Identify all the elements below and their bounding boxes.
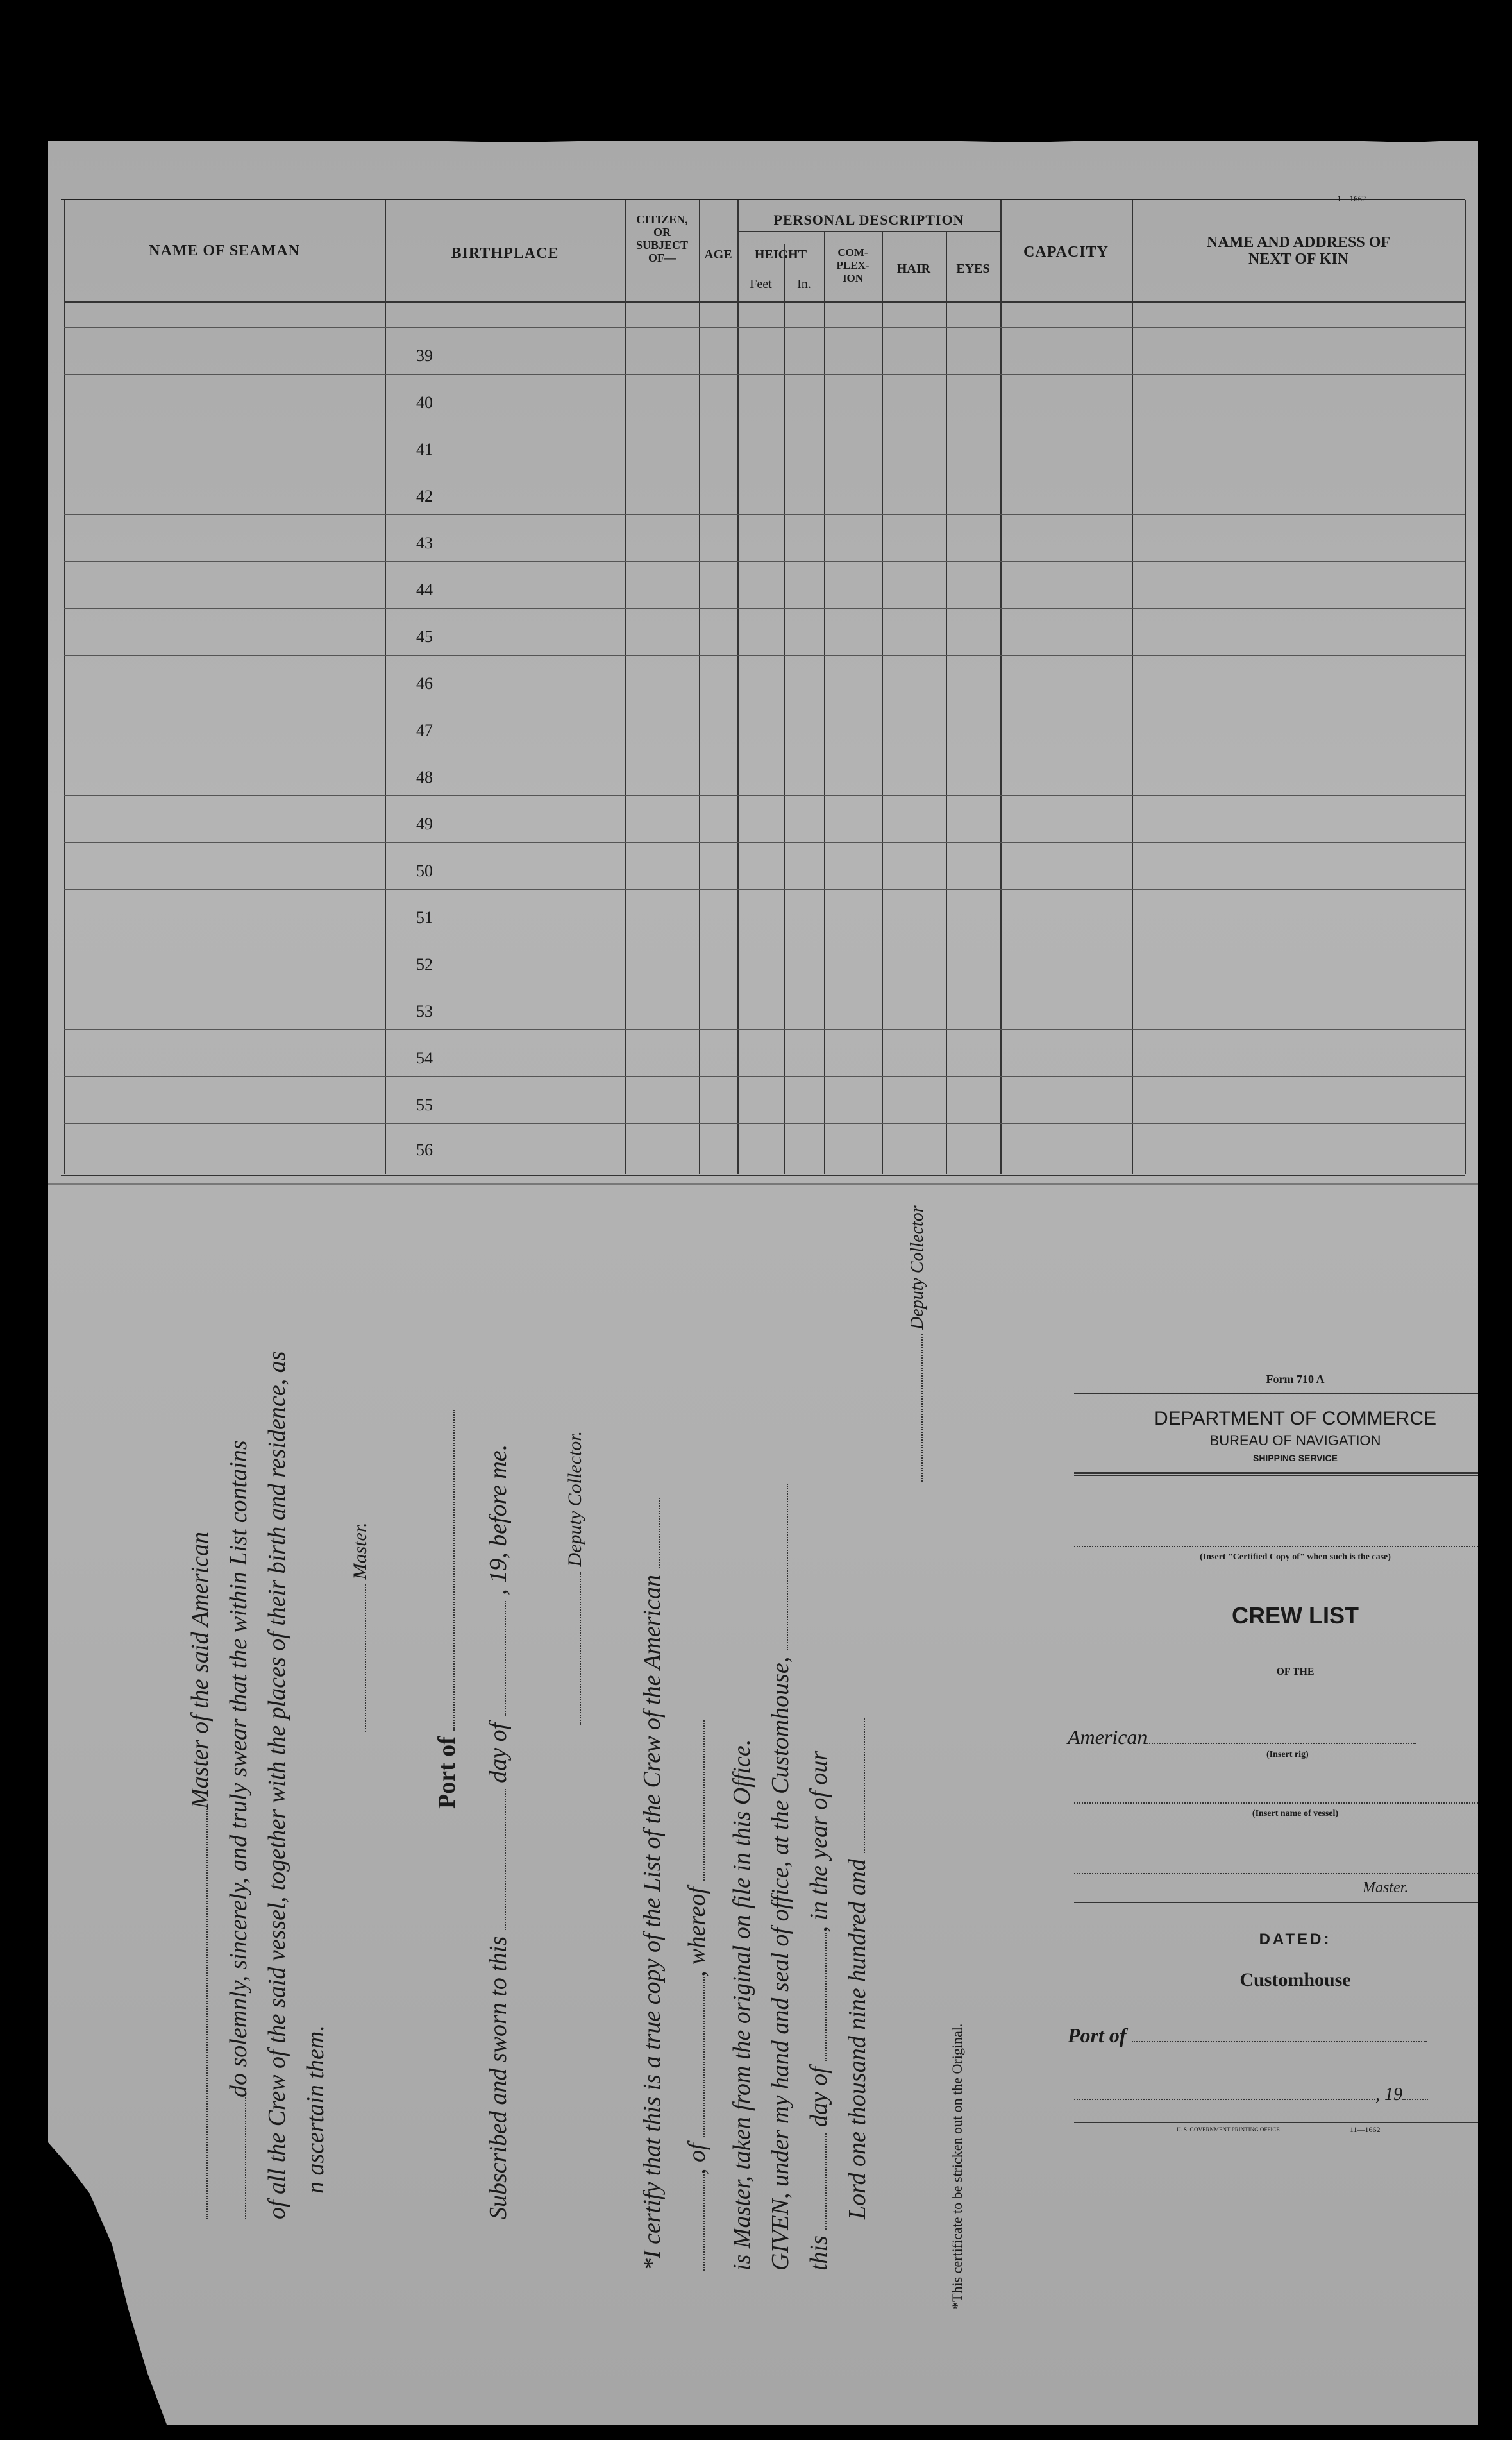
american-line [1068,1725,1478,1749]
master-blank[interactable] [1074,1873,1478,1874]
stub-insert-certified: (Insert "Certified Copy of" when such is the case) [1200,1552,1391,1562]
row-number: 54 [416,1049,433,1067]
oath-port: Port of [433,1410,461,1809]
row-number: 46 [416,674,433,693]
header-in: In. [797,277,811,291]
stub-rule [1074,1475,1478,1476]
stub-year: , 19 [1375,2085,1402,2105]
row-number: 42 [416,487,433,505]
stub-printer-code: 11—1662 [1350,2125,1381,2134]
footnote: *This certificate to be stricken out on the Original. [949,2023,965,2309]
stub-rule [1074,2122,1478,2123]
stub-of-the: OF THE [1276,1666,1315,1677]
header-age: AGE [704,248,732,262]
is-master-line: is Master, taken from the original on file in this Office. [728,1739,755,2271]
citizen-line: SUBJECT [635,239,689,251]
oath-line1: Master of the said American [186,1532,214,2219]
row-number: 50 [416,861,433,880]
row-number: 56 [416,1140,433,1159]
row-number: 52 [416,955,433,974]
header-birthplace: BIRTHPLACE [451,245,559,262]
next-of-kin-line: NAME AND ADDRESS OF [1206,234,1391,251]
stub-form: Form 710 A [1266,1373,1325,1385]
stub-rule [1074,1902,1478,1903]
stub-insert-rig: (Insert rig) [1266,1750,1309,1759]
vessel-name-blank[interactable] [1074,1802,1478,1804]
citizen-line: OF— [648,251,676,264]
row-number: 49 [416,815,433,833]
complexion-line: COM- [837,246,868,258]
stub-customhouse: Customhouse [1239,1969,1351,1990]
row-number: 47 [416,721,433,740]
header-complexion [824,246,882,285]
rig-blank[interactable] [1147,1743,1416,1744]
oath-line3: of all the Crew of the said vessel, together with the places of their birth and residence, as [264,1351,290,2219]
lord-line: Lord one thousand nine hundred and [843,1718,871,2219]
deputy-collector-2: Deputy Collector [907,1205,928,1482]
fold-line [48,1183,1478,1185]
row-number: 43 [416,534,433,552]
stub-rule [1074,1472,1478,1474]
header-eyes: EYES [956,262,990,276]
stub-insert-name: (Insert name of vessel) [1252,1809,1339,1818]
oath-sworn: Subscribed and sworn to this day of , 19, before me. [485,1444,512,2219]
stub-service: SHIPPING SERVICE [1252,1453,1338,1463]
stub-crew-list: CREW LIST [1232,1602,1359,1629]
citizen-line: OR [653,226,671,239]
oath-line4: n ascertain them. [302,2025,329,2194]
header-feet: Feet [750,277,772,291]
stub-department: DEPARTMENT OF COMMERCE [1154,1408,1437,1429]
row-number: 48 [416,768,433,786]
stub-rule [1074,1393,1478,1394]
stub-dated: DATED: [1259,1931,1332,1948]
of-whereof: , of , whereof [683,1720,711,2271]
deputy-collector: Deputy Collector. [564,1431,586,1725]
header-hair: HAIR [896,262,931,276]
stub-american: American [1068,1725,1148,1749]
row-number: 53 [416,1002,433,1021]
port-blank[interactable] [1132,2041,1427,2042]
citizen-line: CITIZEN, [636,213,688,226]
header-personal-description: PERSONAL DESCRIPTION [773,212,964,228]
given-line: GIVEN, under my hand and seal of office, at the Customhouse, [766,1484,794,2271]
date-blank[interactable] [1074,2099,1375,2100]
certified-blank[interactable] [1074,1546,1478,1547]
row-number: 45 [416,627,433,646]
header-citizen [625,213,699,264]
stub-port-of: Port of [1068,2024,1127,2047]
oath-line2: do solemnly, sincerely, and truly swear that the within List contains [224,1440,253,2219]
stub-printer: U. S. GOVERNMENT PRINTING OFFICE [1177,2126,1280,2133]
row-number: 40 [416,393,433,412]
row-number: 44 [416,580,433,599]
this-day-line: this day of , in the year of our [805,1750,832,2271]
stub-bureau: BUREAU OF NAVIGATION [1209,1432,1381,1448]
oath-master: Master. [349,1522,371,1732]
row-number: 55 [416,1096,433,1114]
header-name-of-seaman: NAME OF SEAMAN [149,242,300,259]
row-number: 51 [416,908,433,927]
complexion-line: ION [842,272,864,284]
row-number: 39 [416,346,433,365]
port-line [1068,2024,1478,2047]
form-number: 1—1662 [1337,194,1366,203]
complexion-line: PLEX- [836,259,869,271]
certify-line: *I certify that this is a true copy of the List of the Crew of the American [638,1498,666,2271]
header-next-of-kin [1132,234,1465,267]
header-height: HEIGHT [754,248,807,262]
date-line [1074,2085,1478,2105]
header-capacity: CAPACITY [1023,244,1109,260]
stub-master: Master. [1363,1879,1409,1896]
crew-list-form [48,141,1478,2425]
next-of-kin-line: NEXT OF KIN [1248,251,1349,267]
row-number: 41 [416,440,433,459]
